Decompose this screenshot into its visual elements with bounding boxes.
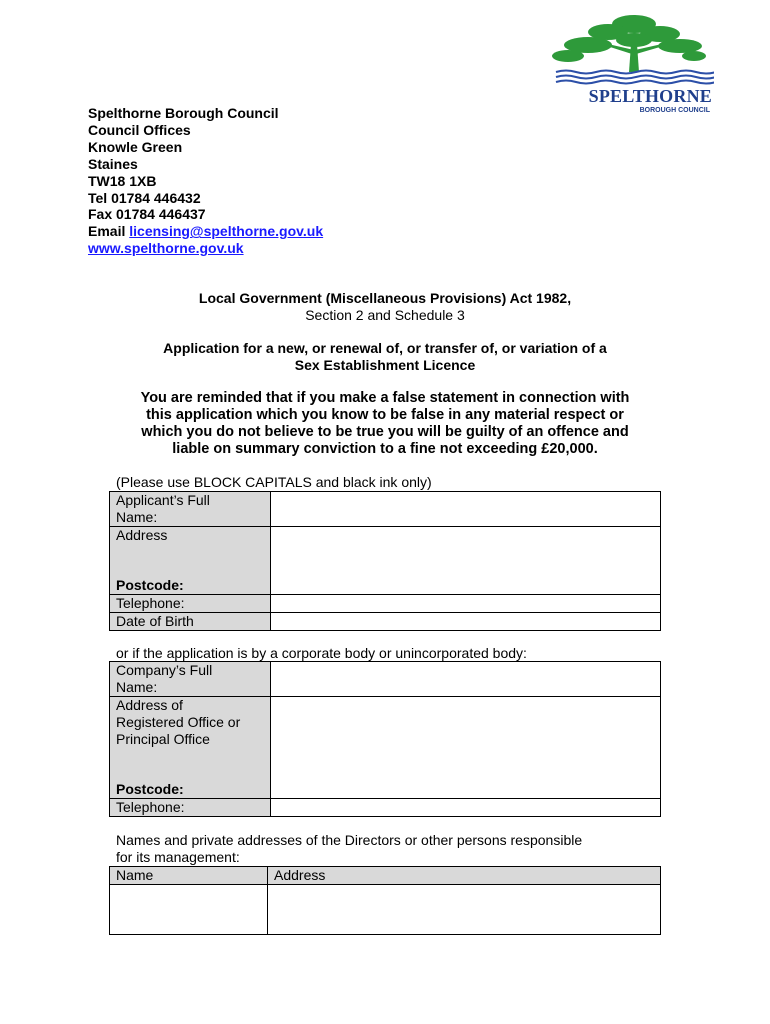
address-line: Spelthorne Borough Council: [88, 105, 279, 121]
warning-line: this application which you know to be false in any material respect or: [146, 407, 624, 423]
address-telephone: Tel 01784 446432: [88, 189, 201, 206]
email-label: Email: [88, 223, 130, 240]
directors-table: [109, 866, 661, 935]
applicant-postcode-label: Postcode:: [116, 577, 184, 593]
corporate-body-intro: or if the application is by a corporate body or unincorporated body:: [116, 645, 527, 661]
company-address-label: Address of Registered Office or Principal Office Postcode:: [110, 697, 271, 799]
address-line: Staines: [88, 155, 138, 172]
applicant-telephone-label: Telephone:: [110, 595, 271, 613]
address-line: Council Offices: [88, 121, 191, 138]
applicant-table: [109, 491, 661, 631]
applicant-telephone-field[interactable]: [271, 595, 661, 613]
address-email-row: [88, 223, 323, 240]
directors-address-header: Address: [268, 867, 661, 885]
website-link[interactable]: www.spelthorne.gov.uk: [88, 240, 244, 257]
false-statement-warning: [100, 390, 670, 458]
company-telephone-label: Telephone:: [110, 799, 271, 817]
company-name-label: Company’s Full Name:: [110, 662, 271, 697]
act-section: Section 2 and Schedule 3: [305, 306, 465, 323]
company-postcode-label: Postcode:: [116, 781, 184, 797]
logo-subtitle: BOROUGH COUNCIL: [639, 107, 710, 114]
company-table: [109, 661, 661, 817]
act-heading: [100, 290, 670, 324]
tree-icon: [548, 14, 714, 86]
address-postcode: TW18 1XB: [88, 172, 157, 189]
application-heading: [100, 340, 670, 374]
address-website-row: [88, 240, 323, 257]
address-line: Knowle Green: [88, 138, 183, 155]
director-name-field[interactable]: [110, 885, 268, 935]
applicant-address-label: Address Postcode:: [110, 527, 271, 595]
applicant-dob-field[interactable]: [271, 613, 661, 631]
application-title-line: Application for a new, or renewal of, or transfer of, or variation of a: [163, 340, 607, 356]
warning-line: liable on summary conviction to a fine not exceeding £20,000.: [172, 441, 598, 457]
applicant-name-label: Applicant’s Full Name:: [110, 492, 271, 527]
company-name-field[interactable]: [271, 662, 661, 697]
company-telephone-field[interactable]: [271, 799, 661, 817]
application-title-line: Sex Establishment Licence: [294, 356, 476, 373]
directors-intro: Names and private addresses of the Directors or other persons responsible for its management:: [116, 832, 583, 865]
act-title: Local Government (Miscellaneous Provisions) Act 1982,: [198, 290, 572, 306]
warning-line: which you do not believe to be true you will be guilty of an offence and: [141, 424, 629, 440]
council-address: [88, 105, 323, 257]
applicant-dob-label: Date of Birth: [110, 613, 271, 631]
address-fax: Fax 01784 446437: [88, 206, 206, 223]
warning-line: You are reminded that if you make a false statement in connection with: [140, 390, 630, 406]
applicant-address-field[interactable]: [271, 527, 661, 595]
directors-name-header: Name: [110, 867, 268, 885]
email-link[interactable]: licensing@spelthorne.gov.uk: [129, 223, 324, 240]
applicant-name-field[interactable]: [271, 492, 661, 527]
logo-wordmark: SPELTHORNE: [588, 86, 712, 106]
block-capitals-instruction: (Please use BLOCK CAPITALS and black ink only): [116, 474, 432, 490]
company-address-field[interactable]: [271, 697, 661, 799]
director-address-field[interactable]: [268, 885, 661, 935]
council-logo: [548, 14, 714, 120]
